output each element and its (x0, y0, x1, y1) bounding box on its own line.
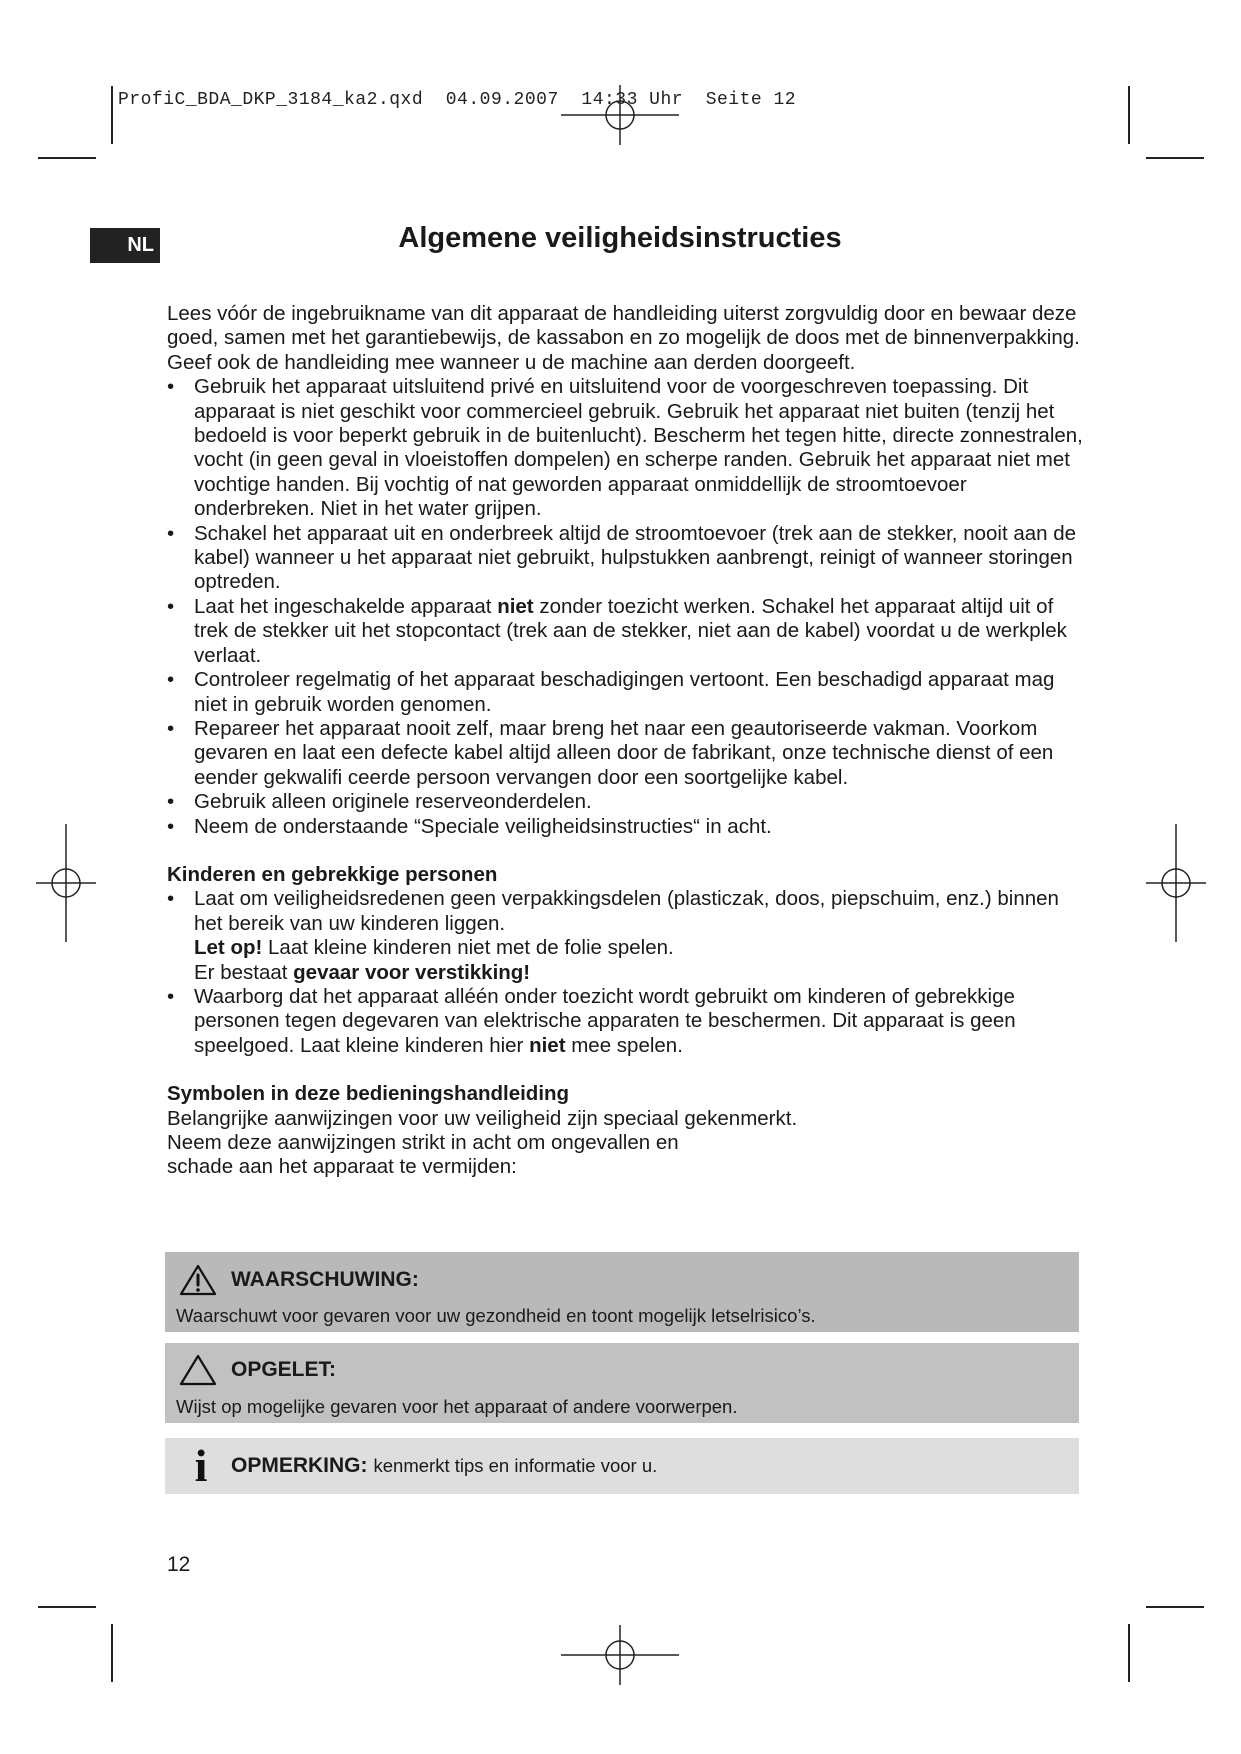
warning-triangle-icon (179, 1263, 217, 1297)
symbols-line: schade aan het apparaat te vermijden: (167, 1155, 517, 1179)
section-heading-symbols: Symbolen in deze bedieningshandleiding (167, 1082, 570, 1106)
danger-line (194, 961, 1087, 985)
list-item: • Repareer het apparaat nooit zelf, maar breng het naar een geautoriseerde vakman. Voorkom gevaren en laat een defecte kabel altijd alleen door de fabrikant, onze technische dienst of een eender gekwalifi ceerde persoon vervangen door een soortgelijke kabel. (167, 717, 1087, 790)
registration-mark-icon (561, 1625, 679, 1685)
print-slug: ProfiC_BDA_DKP_3184_ka2.qxd 04.09.2007 14:33 Uhr Seite 12 (118, 90, 797, 110)
list-item (167, 887, 1087, 985)
registration-mark-icon (36, 824, 96, 942)
list-item (167, 985, 1087, 1058)
list-item: • Schakel het apparaat uit en onderbreek altijd de stroomtoevoer (trek aan de stekker, nooit aan de kabel) wanneer u het apparaat niet gebruikt, hulpstukken aanbrengt, reinigt of wanneer storingen optreden. (167, 522, 1087, 595)
caution-header (165, 1343, 1079, 1390)
caution-line (194, 936, 1087, 960)
warning-text: Waarschuwt voor gevaren voor uw gezondheid en toont mogelijk letselrisico’s. (176, 1305, 816, 1326)
general-safety-list (167, 375, 1087, 839)
warning-header (165, 1252, 1079, 1300)
list-item-text: mee spelen. (565, 1033, 683, 1057)
remark-box (165, 1438, 1079, 1494)
danger-text: Er bestaat (194, 960, 294, 984)
emphasis-text: gevaar voor verstikking! (293, 960, 531, 984)
caution-label: OPGELET: (231, 1358, 337, 1381)
info-icon: i (194, 1440, 208, 1491)
list-item-text: Waarborg dat het apparaat alléén onder toezicht wordt gebruikt om kinderen of gebrekkige personen tegen degevaren van elektrische apparaten te beschermen. Dit apparaat is geen speelgoed. Laat kleine kinderen hier (194, 984, 1016, 1057)
list-item: • Gebruik het apparaat uitsluitend privé en uitsluitend voor de voorgeschreven toepassing. Dit apparaat is niet geschikt voor commercieel gebruik. Gebruik het apparaat niet buiten (tenzij het bedoeld is voor beperkt gebruik in de buitenlucht). Bescherm het tegen hitte, directe zonnestralen, vocht (in geen geval in vloeistoffen dompelen) en scherpe randen. Gebruik het apparaat niet met vochtige handen. Bij vochtig of nat geworden apparaat onmiddellijk de stroomtoevoer onderbreken. Niet in het water grijpen. (167, 375, 1087, 521)
crop-mark (1128, 86, 1130, 144)
registration-mark-icon (1146, 824, 1206, 942)
symbols-line: Neem deze aanwijzingen strikt in acht om ongevallen en (167, 1131, 679, 1154)
children-safety-list (167, 887, 1087, 1058)
crop-mark (111, 1624, 113, 1682)
crop-mark (1128, 1624, 1130, 1682)
caution-box (165, 1343, 1079, 1423)
spacer (167, 1058, 1087, 1082)
remark-text: kenmerkt tips en informatie voor u. (373, 1455, 658, 1476)
intro-paragraph: Lees vóór de ingebruikname van dit apparaat de handleiding uiterst zorgvuldig door en bewaar deze goed, samen met het garantiebewijs, de kassabon en zo mogelijk de doos met de binnenverpakking. Geef ook de handleiding mee wanneer u de machine aan derden doorgeeft. (167, 302, 1080, 374)
warning-label: WAARSCHUWING: (231, 1268, 419, 1291)
list-item: • Controleer regelmatig of het apparaat beschadigingen vertoont. Een beschadigd apparaat mag niet in gebruik worden genomen. (167, 668, 1087, 717)
caution-text: Wijst op mogelijke gevaren voor het apparaat of andere voorwerpen. (176, 1396, 738, 1417)
section-heading-children: Kinderen en gebrekkige personen (167, 862, 498, 886)
remark-label: OPMERKING: (231, 1454, 368, 1477)
list-item: • Neem de onderstaande “Speciale veiligheidsinstructies“ in acht. (167, 815, 1087, 839)
list-item-text: zonder toezicht werken. Schakel het apparaat altijd uit of trek de stekker uit het stopcontact (trek aan de stekker, niet aan de kabel) voordat u de werkplek verlaat. (194, 594, 1067, 667)
emphasis-text: Let op! (194, 936, 263, 960)
page-number: 12 (167, 1553, 191, 1576)
crop-mark (38, 1606, 96, 1608)
warning-box (165, 1252, 1079, 1332)
emphasis-text: niet (497, 594, 534, 618)
registration-mark-icon (561, 85, 679, 145)
list-item (167, 595, 1087, 668)
caution-triangle-icon (179, 1353, 217, 1387)
list-item-text: Laat het ingeschakelde apparaat (194, 594, 498, 618)
crop-mark (111, 86, 113, 144)
caution-text: Laat kleine kinderen niet met de folie spelen. (262, 936, 674, 960)
crop-mark (38, 157, 96, 159)
emphasis-text: niet (529, 1033, 566, 1057)
page-title: Algemene veiligheidsinstructies (398, 222, 842, 254)
main-content (167, 302, 1087, 1180)
crop-mark (1146, 157, 1204, 159)
list-item-text: • Laat om veiligheidsredenen geen verpakkingsdelen (plasticzak, doos, piepschuim, enz.) binnen het bereik van uw kinderen liggen. (194, 887, 1059, 935)
language-badge: NL (90, 228, 160, 263)
crop-mark (1146, 1606, 1204, 1608)
symbols-line: Belangrijke aanwijzingen voor uw veiligheid zijn speciaal gekenmerkt. (167, 1106, 798, 1130)
list-item: • Gebruik alleen originele reserveonderdelen. (167, 790, 1087, 814)
spacer (167, 839, 1087, 863)
